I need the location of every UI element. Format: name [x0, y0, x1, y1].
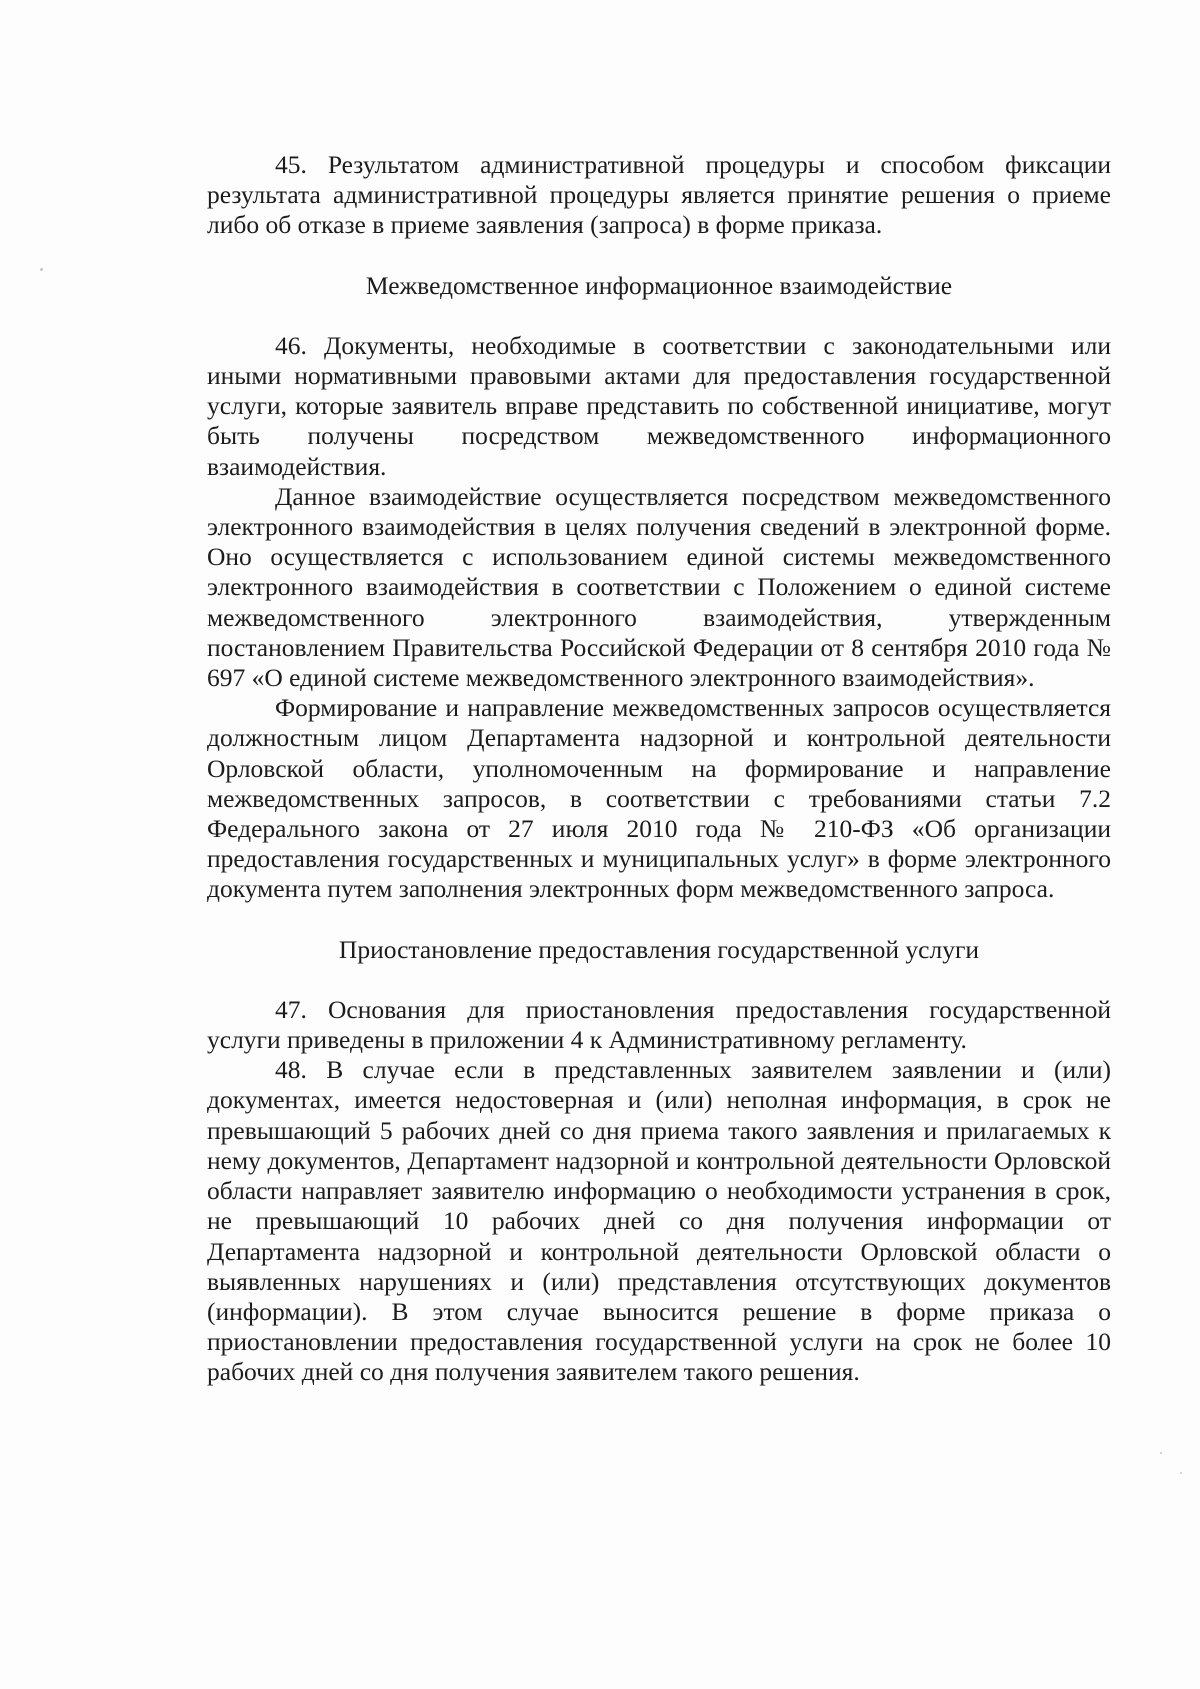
section-heading-interagency: Межведомственное информационное взаимодействие: [365, 270, 953, 300]
paragraph-47: 47. Основания для приостановления предоставления государственной услуги приведены в приложении 4 к Административному регламенту.: [207, 994, 1111, 1055]
paragraph-46-requests: Формирование и направление межведомственных запросов осуществляется должностным лицом Департамента надзорной и контрольной деятельности Орловской области, уполномоченным на формирование и направление межведомственных запросов, в соответствии с требованиями статьи 7.2 Федерального закона от 27 июля 2010 года № 210-ФЗ «Об организации предоставления государственных и муниципальных услуг» в форме электронного документа путем заполнения электронных форм межведомственного запроса.: [207, 693, 1111, 904]
scan-speck: [40, 268, 43, 271]
paragraph-46-interaction: Данное взаимодействие осуществляется посредством межведомственного электронного взаимодействия в целях получения сведений в электронной форме. Оно осуществляется с использованием единой системы межведомственного электронного взаимодействия в соответствии с Положением о единой системе межведомственного электронного взаимодействия, утвержденным постановлением Правительства Российской Федерации от 8 сентября 2010 года № 697 «О единой системе межведомственного электронного взаимодействия».: [207, 481, 1111, 693]
paragraph-45: 45. Результатом административной процедуры и способом фиксации результата административной процедуры является принятие решения о приеме либо об отказе в приеме заявления (запроса) в форме приказа.: [207, 150, 1111, 240]
scan-speck: [1160, 1452, 1162, 1454]
scan-speck: [1180, 1472, 1182, 1474]
paragraph-46: 46. Документы, необходимые в соответствии с законодательными или иными нормативными правовыми актами для предоставления государственной услуги, которые заявитель вправе представить по собственной инициативе, могут быть получены посредством межведомственного информационного взаимодействия.: [207, 330, 1111, 481]
document-body: [207, 150, 1111, 1388]
paragraph-48: 48. В случае если в представленных заявителем заявлении и (или) документах, имеется недостоверная и (или) неполная информация, в срок не превышающий 5 рабочих дней со дня приема такого заявления и прилагаемых к нему документов, Департамент надзорной и контрольной деятельности Орловской области направляет заявителю информацию о необходимости устранения в срок, не превышающий 10 рабочих дней со дня получения информации от Департамента надзорной и контрольной деятельности Орловской области о выявленных нарушениях и (или) представления отсутствующих документов (информации). В этом случае выносится решение в форме приказа о приостановлении предоставления государственной услуги на срок не более 10 рабочих дней со дня получения заявителем такого решения.: [207, 1055, 1111, 1387]
section-heading-suspension: Приостановление предоставления государственной услуги: [338, 934, 980, 964]
